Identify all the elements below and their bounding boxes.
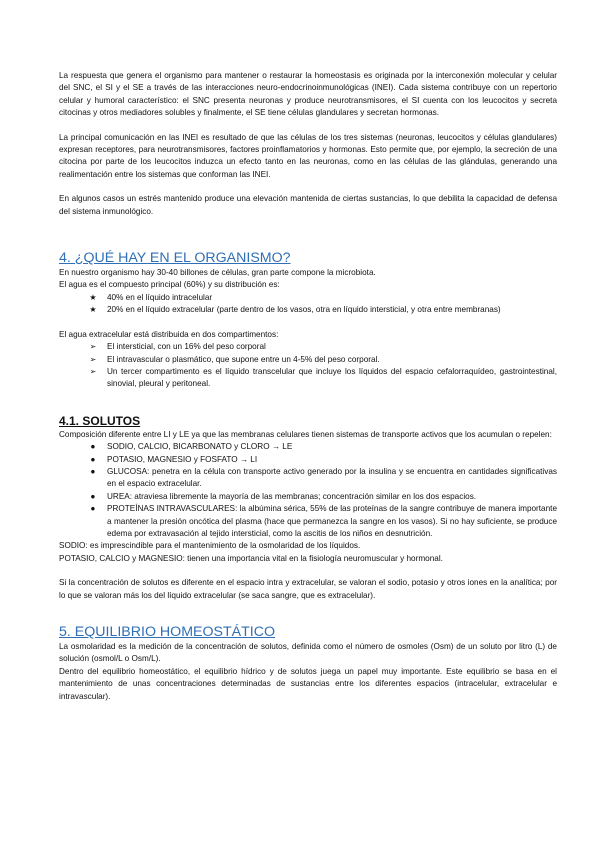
bullet-icon: ● xyxy=(90,504,96,514)
list-item: ● PROTEÍNAS INTRAVASCULARES: la albúmina sérica, 55% de las proteínas de la sangre contribuye de manera importante a mantener la presión oncótica del plasma (hace que permanezca la sangre en los vasos). Si no hay suficiente, se produce edema por extravasación al tejido intersticial, como la ascitis de los niños en desnutrición. xyxy=(59,503,557,540)
section-4-heading: 4. ¿QUÉ HAY EN EL ORGANISMO? xyxy=(59,250,291,267)
solutes-closing: Si la concentración de solutos es diferente en el espacio intra y extracelular, se valoran el sodio, potasio y otros iones en la analítica; por lo que se valoran más los del líquido extracelular (se saca sangre, que es extracelular). xyxy=(59,578,557,600)
document-page xyxy=(59,70,557,703)
list-item: ● GLUCOSA: penetra en la célula con transporte activo generado por la insulina y se encuentra en cantidades significativas en el espacio extracelular. xyxy=(59,466,557,491)
cells-line: En nuestro organismo hay 30-40 billones de células, gran parte compone la microbiota. xyxy=(59,268,376,278)
bullet-icon: ● xyxy=(90,442,96,452)
water-line: El agua es el compuesto principal (60%) y su distribución es: xyxy=(59,280,280,290)
arrow-icon: ➢ xyxy=(89,366,97,376)
list-item: ➢ El intravascular o plasmático, que supone entre un 4-5% del peso corporal. xyxy=(59,354,557,366)
solutes-list xyxy=(59,441,557,540)
equilibrium-paragraph: Dentro del equilibrio homeostático, el equilibrio hídrico y de solutos juega un papel muy importante. Este equilibrio se basa en el mantenimiento de unas concentraciones determinadas de sustancias entre los diferentes espacios (intracelular, extracelular e intravascular). xyxy=(59,666,557,701)
bullet-icon: ● xyxy=(90,491,96,501)
intro-paragraph-2: La principal comunicación en las INEI es resultado de que las células de los tres sistemas (neuronas, leucocitos y células glandulares) expresan receptores, para neurotransmisores, factores proinflamatorios y hormonas. Esto permite que, por ejemplo, la secreción de una citocina por parte de los leucocitos induzca un efecto tanto en las neuronas, como en las células de las glándulas, generando una realimentación entre los sistemas que conforman las INEI. xyxy=(59,132,557,179)
list-item: ● POTASIO, MAGNESIO y FOSFATO → LI xyxy=(59,454,557,466)
bullet-icon: ● xyxy=(90,454,96,464)
solutes-intro: Composición diferente entre LI y LE ya que las membranas celulares tienen sistemas de transporte activos que los acumulan o repelen: xyxy=(59,429,552,439)
osmolarity-paragraph: La osmolaridad es la medición de la concentración de solutos, definida como el número de osmoles (Osm) de un soluto por litro (L) de solución (osmol/L o Osm/L). xyxy=(59,642,557,664)
list-item: ➢ El intersticial, con un 16% del peso corporal xyxy=(59,341,557,353)
list-item: ★ 40% en el líquido intracelular xyxy=(59,292,557,304)
water-distribution-list xyxy=(59,292,557,317)
extracellular-intro: El agua extracelular está distribuida en dos compartimentos: xyxy=(59,329,279,339)
compartments-list xyxy=(59,341,557,391)
bullet-icon: ● xyxy=(90,466,96,476)
list-item: ★ 20% en el líquido extracelular (parte dentro de los vasos, otra en líquido intersticial, y otra entre membranas) xyxy=(59,304,557,316)
arrow-icon: ➢ xyxy=(89,342,97,352)
star-icon: ★ xyxy=(89,292,97,302)
intro-paragraph-3: En algunos casos un estrés mantenido produce una elevación mantenida de ciertas sustancias, lo que debilita la capacidad de defensa del sistema inmunológico. xyxy=(59,194,557,216)
arrow-icon: ➢ xyxy=(89,354,97,364)
intro-paragraph-1: La respuesta que genera el organismo para mantener o restaurar la homeostasis es originada por la interconexión molecular y celular del SNC, el SI y el SE a través de las interacciones neuro-endocrinoinmunológicas (INEI). Cada sistema contribuye con un repertorio celular y humoral característico: el SNC presenta neuronas y produce neurotransmisores, el SI cuenta con los leucocitos y secreta citocinas y otros mediadores solubles y finalmente, el SE tiene células glandulares y secretan hormonas. xyxy=(59,71,557,118)
star-icon: ★ xyxy=(89,305,97,315)
list-item: ➢ Un tercer compartimento es el líquido transcelular que incluye los líquidos del espacio cefalorraquídeo, gastrointestinal, sinovial, pleural y peritoneal. xyxy=(59,366,557,391)
list-item: ● SODIO, CALCIO, BICARBONATO y CLORO → LE xyxy=(59,441,557,453)
sodio-line: SODIO: es imprescindible para el mantenimiento de la osmolaridad de los líquidos. xyxy=(59,541,361,551)
potasio-line: POTASIO, CALCIO y MAGNESIO: tienen una importancia vital en la fisiología neuromuscular y hormonal. xyxy=(59,553,443,563)
list-item: ● UREA: atraviesa libremente la mayoría de las membranas; concentración similar en los dos espacios. xyxy=(59,491,557,503)
section-5-heading: 5. EQUILIBRIO HOMEOSTÁTICO xyxy=(59,624,275,640)
section-4-1-heading: 4.1. SOLUTOS xyxy=(59,413,141,428)
